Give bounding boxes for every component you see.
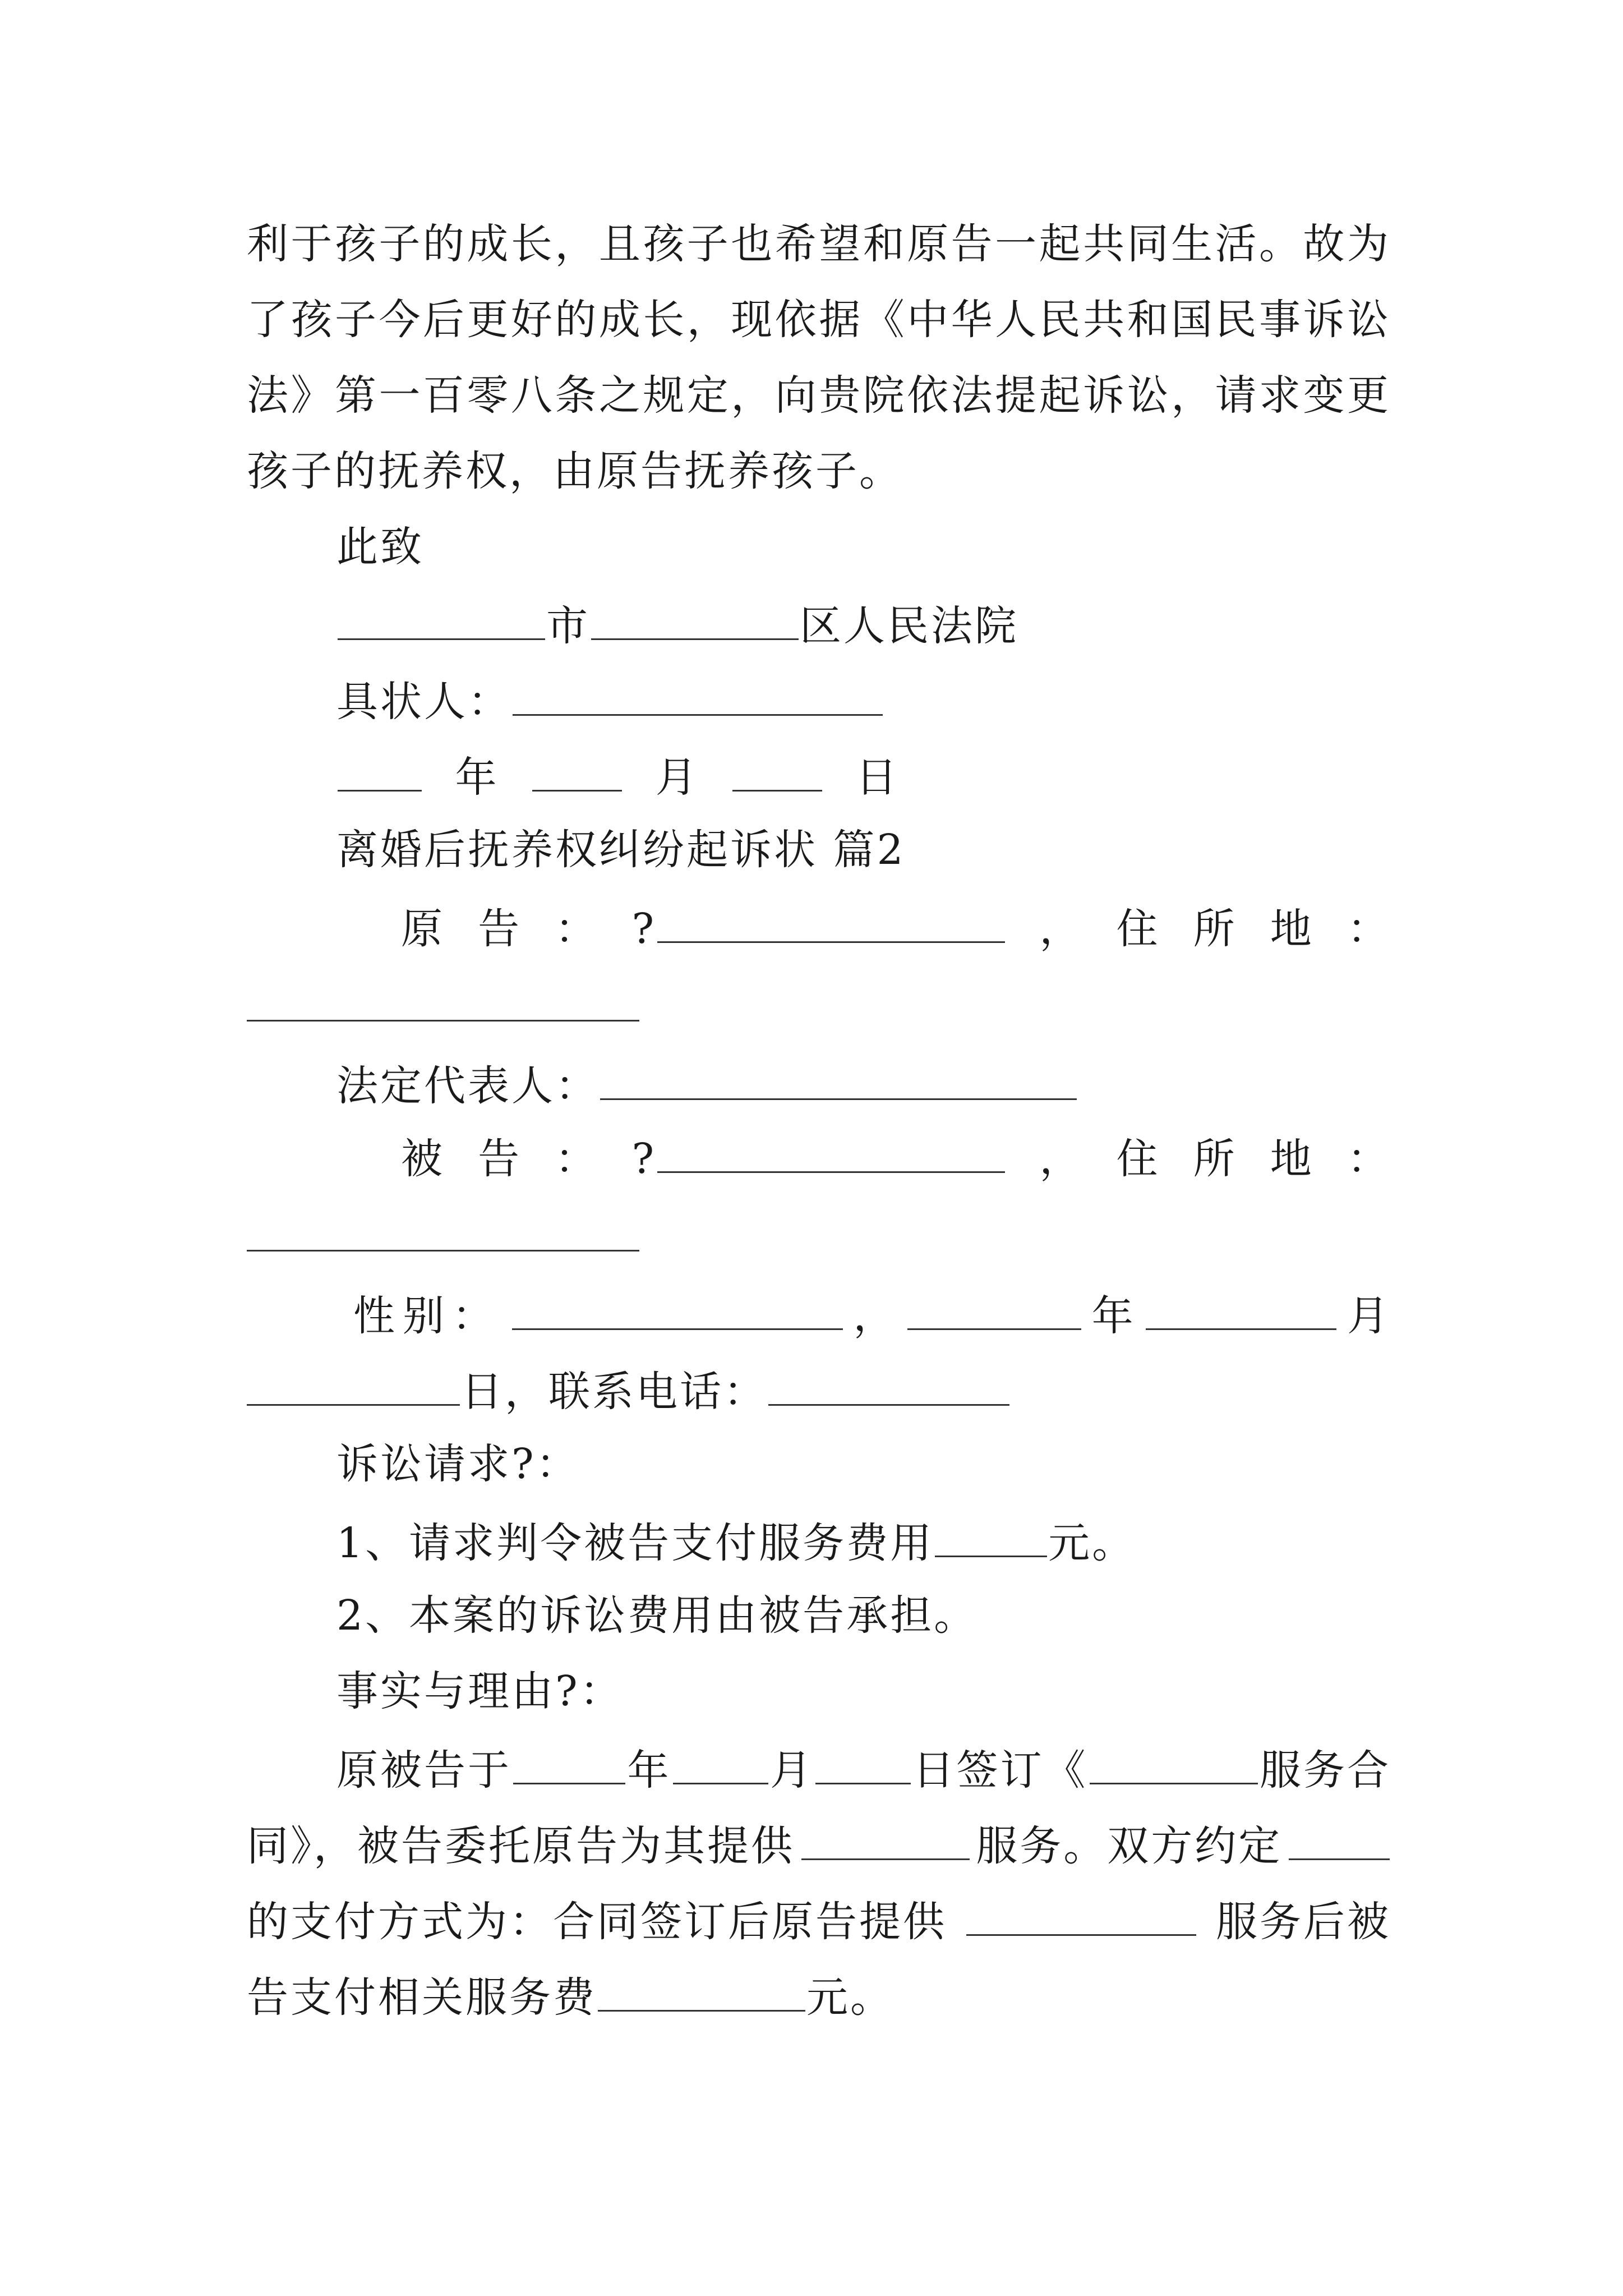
defendant-char: 地 (1270, 1135, 1314, 1183)
phone-blank (768, 1360, 1009, 1406)
plaintiff-char: 原 (401, 905, 445, 953)
facts-text: 原被告于 (336, 1746, 511, 1795)
gender-line (353, 1285, 1391, 1341)
paragraph-line-1: 利于孩子的成长，且孩子也希望和原告一起共同生活。故为 (247, 220, 1391, 268)
section-title: 离婚后抚养权纠纷起诉状 篇2 (336, 826, 906, 874)
question-mark: ? (631, 905, 657, 953)
signer-label: 具状人： (336, 678, 511, 726)
claim-1 (336, 1512, 1391, 1568)
facts-text: 同》，被告委托原告为其提供 (247, 1822, 795, 1870)
court-label: 区人民法院 (800, 602, 1018, 650)
gender-label: 性别： (353, 1292, 501, 1340)
facts-text: 的支付方式为：合同签订后原告提供 (247, 1898, 947, 1946)
month-blank (532, 746, 622, 792)
facts-text: 月 (770, 1746, 814, 1795)
defendant-address-blank (247, 1206, 639, 1251)
birth-year-blank (907, 1285, 1081, 1330)
defendant-name-blank (657, 1128, 1005, 1173)
claim1-prefix: 1、请求判令被告支付服务费用 (336, 1519, 934, 1567)
paragraph-line-4: 孩子的抚养权，由原告抚养孩子。 (247, 447, 903, 495)
facts-text: 日签订《 (912, 1746, 1088, 1795)
month-label: 月 (1347, 1292, 1391, 1340)
service-blank (801, 1815, 970, 1860)
month-label: 月 (655, 753, 699, 802)
question-mark: ? (631, 1135, 657, 1183)
city-label: 市 (546, 602, 590, 650)
defendant-char: 住 (1116, 1135, 1160, 1183)
plaintiff-name-blank (657, 898, 1005, 943)
defendant-char: 所 (1193, 1135, 1237, 1183)
year-blank (338, 746, 422, 792)
city-blank (338, 595, 545, 640)
defendant-char: ， (1039, 1135, 1083, 1183)
salutation: 此致 (336, 523, 424, 571)
year-label: 年 (1091, 1292, 1136, 1340)
facts-line-3 (247, 1890, 1391, 1947)
birth-month-blank (1146, 1285, 1336, 1330)
facts-text: 年 (627, 1746, 671, 1795)
signer-line (336, 670, 1391, 726)
plaintiff-char: 住 (1116, 905, 1160, 953)
defendant-char: ： (555, 1135, 599, 1183)
facts-line-2 (247, 1815, 1391, 1871)
plaintiff-name-field (631, 898, 1006, 957)
plaintiff-char: 告 (478, 905, 522, 953)
day-label: 日 (855, 753, 900, 802)
claims-heading: 诉讼请求?： (336, 1440, 580, 1488)
year-label: 年 (455, 753, 499, 802)
legal-rep-blank (600, 1055, 1077, 1100)
date-line (336, 746, 1391, 802)
birth-day-blank (247, 1360, 460, 1406)
court-line (336, 595, 1391, 651)
gender-blank (512, 1285, 843, 1330)
defendant-address-line (247, 1206, 1391, 1262)
plaintiff-char: ： (1347, 905, 1391, 953)
facts-text: 服务合 (1260, 1746, 1391, 1795)
plaintiff-address-line (247, 976, 1391, 1032)
defendant-name-field (631, 1128, 1006, 1187)
claim-2: 2、本案的诉讼费用由被告承担。 (336, 1591, 978, 1640)
defendant-char: 被 (401, 1135, 445, 1183)
sign-year-blank (513, 1739, 625, 1784)
district-blank (591, 595, 799, 640)
facts-heading: 事实与理由?： (336, 1667, 624, 1715)
claim1-suffix: 元。 (1048, 1519, 1136, 1567)
facts-text: 元。 (806, 1973, 894, 2022)
facts-text: 服务后被 (1216, 1898, 1391, 1946)
plaintiff-char: ： (555, 905, 599, 953)
paragraph-line-3: 法》第一百零八条之规定，向贵院依法提起诉讼，请求变更 (247, 371, 1391, 420)
facts-line-4 (247, 1966, 1391, 2022)
legal-rep-line (336, 1055, 1391, 1111)
defendant-char: ： (1347, 1135, 1391, 1183)
day-blank (732, 746, 822, 792)
agreement-blank (1289, 1815, 1390, 1860)
provided-service-blank (966, 1890, 1196, 1936)
service-fee-blank (598, 1966, 805, 2012)
facts-text: 服务。双方约定 (976, 1822, 1283, 1870)
comma: ， (853, 1292, 897, 1340)
defendant-char: 告 (478, 1135, 522, 1183)
sign-day-blank (815, 1739, 911, 1784)
plaintiff-line (401, 898, 1391, 954)
sign-month-blank (673, 1739, 768, 1784)
defendant-line (401, 1128, 1391, 1184)
paragraph-line-2: 了孩子今后更好的成长，现依据《中华人民共和国民事诉讼 (247, 296, 1391, 344)
facts-text: 告支付相关服务费 (247, 1973, 597, 2022)
claim1-amount-blank (935, 1512, 1047, 1557)
day-phone-label: 日，联系电话： (461, 1368, 767, 1416)
plaintiff-char: ， (1039, 905, 1083, 953)
signer-blank (513, 670, 883, 716)
plaintiff-char: 所 (1193, 905, 1237, 953)
legal-rep-label: 法定代表人： (336, 1062, 599, 1110)
birth-day-phone-line (247, 1360, 1391, 1416)
contract-name-blank (1090, 1739, 1258, 1784)
plaintiff-address-blank (247, 976, 639, 1022)
facts-line-1 (336, 1739, 1391, 1795)
plaintiff-char: 地 (1270, 905, 1314, 953)
